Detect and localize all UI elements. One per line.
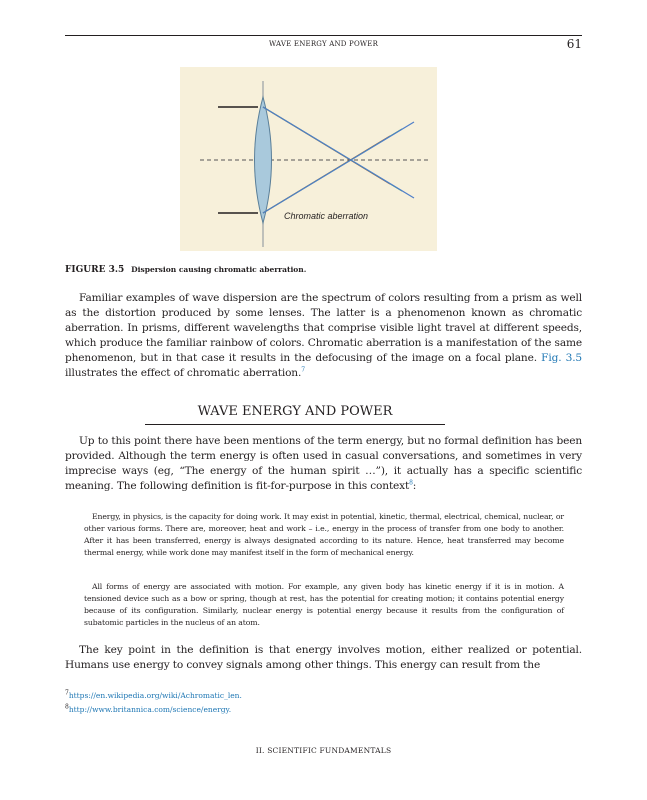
figure-caption [65,265,306,275]
quote-energy-definition: Energy, in physics, is the capacity for doing work. It may exist in potential, kinetic, thermal, electrical, chemical, nuclear, or other various forms. There are, moreover, heat and work – i.e., energy in the process of transfer from one body to another. After it has been transferred, energy is always designated according to its nature. Hence, heat transferred may become thermal energy, while work done may manifest itself in the form of mechanical energy. [84,512,564,557]
quote-energy-motion: All forms of energy are associated with motion. For example, any given body has kinetic energy if it is in motion. A tensioned device such as a bow or spring, though at rest, has the potential for creating motion; it contains potential energy because of its configuration. Similarly, nuclear energy is potential energy because it results from the configuration of subatomic particles in the nucleus of an atom. [84,582,564,627]
paragraph-end: : [412,480,417,492]
figure-background [180,67,437,251]
footnote-8 [65,704,231,716]
running-title: WAVE ENERGY AND POWER [268,40,379,48]
section-heading: WAVE ENERGY AND POWER [145,404,445,425]
paragraph-text: Familiar examples of wave dispersion are the spectrum of colors resulting from a prism as well as the distortion produced by some lenses. The latter is a phenomenon known as chromatic aberration. In prisms, different wavelengths that comprise visible light travel at different speeds, which produce the familiar rainbow of colors. Chromatic aberration is a manifestation of the same phenomenon, but in that case it results in the defocusing of the image on a focal plane. [65,292,582,364]
paragraph-text: Up to this point there have been mentions of the term energy, but no formal definition has been provided. Although the term energy is often used in casual conversations, and sometimes in very imprecise ways (eg, “The energy of the human spirit …”), it actually has a specific scientific meaning. The following definition is fit-for-purpose in this context [65,435,582,492]
paragraph-text-after-ref: illustrates the effect of chromatic aberration. [65,367,302,379]
paragraph-key-point: The key point in the definition is that energy involves motion, either realized or potential. Humans use energy to convey signals among other things. This energy can result from the [65,644,582,671]
page-number: 61 [566,37,582,51]
figure-illustration [180,67,437,251]
figure-caption-text: Dispersion causing chromatic aberration. [131,265,307,274]
footnote-mark-8[interactable]: 8 [409,479,413,487]
footnote-7 [65,690,242,702]
figure-label: Chromatic aberration [284,211,369,221]
footnote-mark-7[interactable]: 7 [301,366,305,374]
chromatic-aberration-figure [180,67,437,251]
figure-link[interactable]: Fig. 3.5 [541,352,583,364]
part-title-footer: II. SCIENTIFIC FUNDAMENTALS [255,746,392,755]
paragraph-dispersion [65,291,582,381]
paragraph-energy-intro [65,434,582,494]
figure-number: FIGURE 3.5 [65,265,125,275]
footnote-link[interactable]: https://en.wikipedia.org/wiki/Achromatic_len. [68,691,242,700]
header-rule [65,35,582,36]
footnote-number: 7 [65,689,69,697]
footnote-link[interactable]: http://www.britannica.com/science/energy. [68,705,232,714]
footnote-number: 8 [65,703,69,711]
